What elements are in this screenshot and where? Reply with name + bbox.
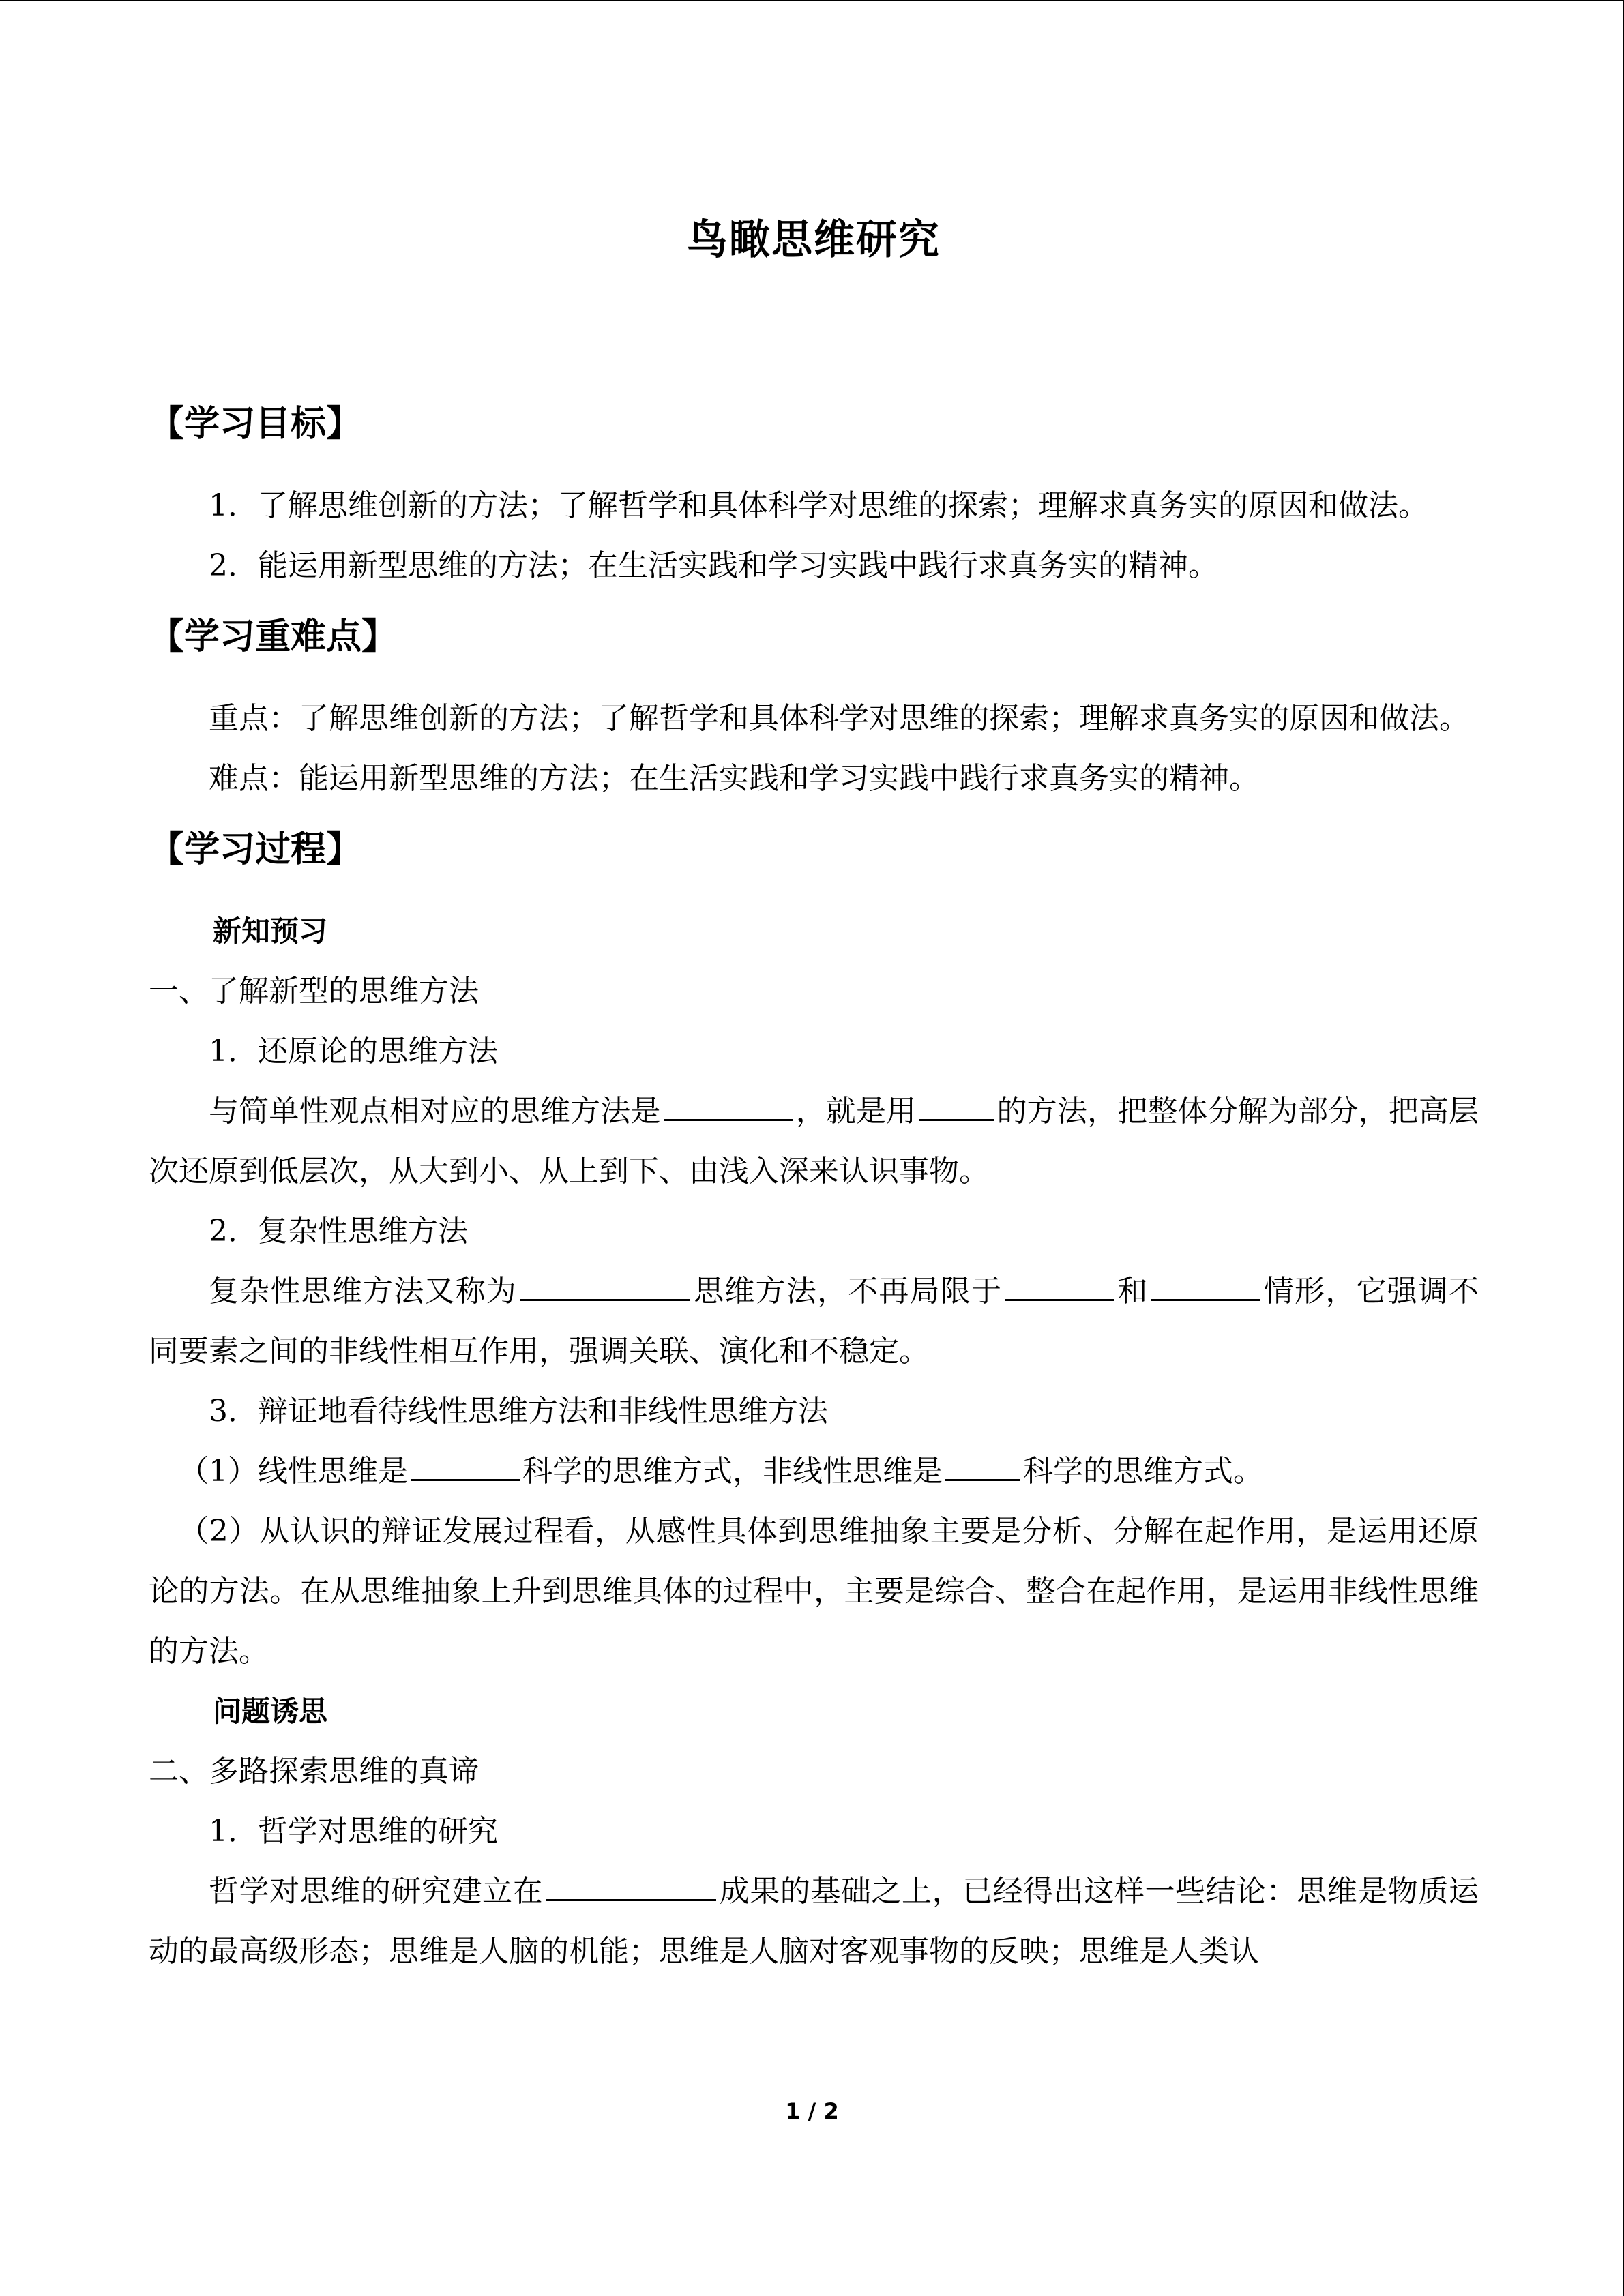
text-fragment: 成果的基础之上，已经得出这样一些结论：思维是物质运动的最高级形态；思维是人脑的机能；思维是人脑对客观事物的反映；思维是人类认 (149, 1874, 1479, 1969)
part1-3-title: 3．辩证地看待线性思维方法和非线性思维方法 (209, 1394, 828, 1429)
part1-1-paragraph (149, 1082, 1479, 1202)
page-number: 1 / 2 (785, 2098, 839, 2124)
part2-1-paragraph (149, 1862, 1479, 1982)
part1-2-paragraph (149, 1262, 1479, 1382)
text-fragment: 情形，它强调不同要素之间的非线性相互作用，强调关联、演化和不稳定。 (149, 1274, 1479, 1369)
fill-blank[interactable] (411, 1452, 520, 1481)
section-heading-key-points: 【学习重难点】 (149, 616, 398, 657)
subsection-label-preview: 新知预习 (213, 914, 328, 948)
section-heading-process: 【学习过程】 (149, 829, 362, 870)
fill-blank[interactable] (520, 1272, 690, 1301)
text-fragment: ，就是用 (795, 1094, 917, 1129)
part1-2-title: 2．复杂性思维方法 (209, 1214, 468, 1249)
document-body (149, 206, 1479, 1982)
text-fragment: 和 (1117, 1274, 1149, 1309)
text-fragment: 科学的思维方式。 (1023, 1454, 1263, 1489)
subsection-label-inquiry: 问题诱思 (213, 1695, 328, 1728)
part1-1-title: 1．还原论的思维方法 (209, 1034, 498, 1069)
part2-title: 二、多路探索思维的真谛 (149, 1754, 479, 1789)
text-fragment: 复杂性思维方法又称为 (209, 1274, 517, 1309)
text-fragment: 思维方法，不再局限于 (693, 1274, 1003, 1309)
part1-title: 一、了解新型的思维方法 (149, 974, 479, 1009)
fill-blank[interactable] (664, 1092, 793, 1121)
fill-blank[interactable] (546, 1872, 716, 1901)
text-fragment: 的方法，把整体分解为部分，把高层次还原到低层次，从大到小、从上到下、由浅入深来认识事物。 (149, 1094, 1479, 1189)
objective-item-1: 1．了解思维创新的方法；了解哲学和具体科学对思维的探索；理解求真务实的原因和做法。 (209, 488, 1428, 523)
text-fragment: 与简单性观点相对应的思维方法是 (209, 1094, 661, 1129)
text-fragment: 哲学对思维的研究建立在 (209, 1874, 544, 1909)
difficult-point-text: 难点：能运用新型思维的方法；在生活实践和学习实践中践行求真务实的精神。 (209, 761, 1259, 796)
objective-item-2: 2．能运用新型思维的方法；在生活实践和学习实践中践行求真务实的精神。 (209, 548, 1218, 583)
key-point-text: 重点：了解思维创新的方法；了解哲学和具体科学对思维的探索；理解求真务实的原因和做法。 (209, 701, 1469, 736)
fill-blank[interactable] (919, 1092, 994, 1121)
part1-3-2-paragraph: （2）从认识的辩证发展过程看，从感性具体到思维抽象主要是分析、分解在起作用，是运用还原论的方法。在从思维抽象上升到思维具体的过程中，主要是综合、整合在起作用，是运用非线性思维的方法。 (149, 1514, 1479, 1669)
part1-3-1-paragraph (149, 1442, 1479, 1502)
fill-blank[interactable] (945, 1452, 1020, 1481)
text-fragment: 科学的思维方式，非线性思维是 (522, 1454, 943, 1489)
section-heading-objectives: 【学习目标】 (149, 404, 362, 445)
part2-1-title: 1．哲学对思维的研究 (209, 1814, 498, 1849)
text-fragment: （1）线性思维是 (179, 1454, 408, 1489)
page-title: 鸟瞰思维研究 (687, 216, 941, 264)
fill-blank[interactable] (1005, 1272, 1114, 1301)
fill-blank[interactable] (1151, 1272, 1260, 1301)
